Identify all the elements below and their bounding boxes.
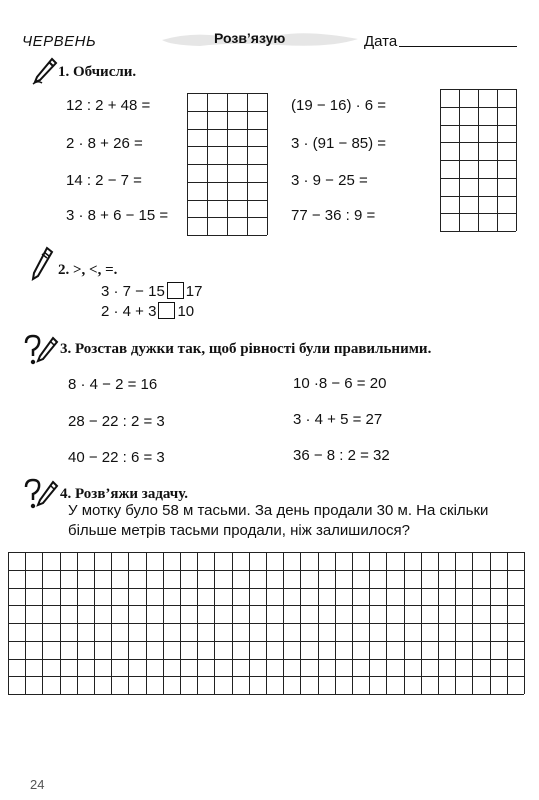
page-number: 24: [30, 777, 45, 792]
task4-text-line-2: більше метрів тасьми продали, ніж залишилося?: [68, 522, 410, 539]
question-pen-icon-2: [22, 478, 60, 512]
task2-title: 2. >, <, =.: [58, 262, 118, 278]
grid-line-horizontal: [8, 570, 524, 571]
solution-grid[interactable]: [8, 552, 524, 694]
date-label: Дата: [364, 33, 398, 50]
grid-line-horizontal: [8, 623, 524, 624]
task1-right-expr-4: 77 − 36 : 9 =: [291, 207, 376, 224]
compare-left-1: 3 · 7 − 15: [101, 283, 165, 300]
grid-line-horizontal: [8, 659, 524, 660]
question-pen-icon: [22, 334, 60, 368]
grid-line-horizontal: [8, 605, 524, 606]
grid-line-horizontal: [187, 217, 267, 218]
grid-line-horizontal: [440, 89, 516, 90]
task3-title: 3. Розстав дужки так, щоб рівності були правильними.: [60, 341, 432, 357]
grid-line-horizontal: [440, 125, 516, 126]
compare-row-1: [101, 282, 202, 300]
grid-line-vertical: [524, 552, 525, 694]
grid-line-horizontal: [8, 588, 524, 589]
pen-icon: [30, 56, 58, 86]
task1-title: 1. Обчисли.: [58, 64, 137, 80]
task1-right-expr-1: (19 − 16) · 6 =: [291, 97, 387, 114]
grid-line-horizontal: [440, 142, 516, 143]
date-field-line[interactable]: [399, 46, 517, 47]
task3-left-eq-2: 28 − 22 : 2 = 3: [68, 413, 165, 430]
page-title: Розв’язую: [214, 30, 286, 46]
grid-line-horizontal: [187, 200, 267, 201]
task3-right-eq-2: 3 · 4 + 5 = 27: [293, 411, 383, 428]
grid-line-vertical: [516, 89, 517, 231]
grid-line-horizontal: [440, 196, 516, 197]
task1-right-expr-2: 3 · (91 − 85) =: [291, 135, 387, 152]
grid-line-horizontal: [187, 235, 267, 236]
compare-left-2: 2 · 4 + 3: [101, 303, 157, 320]
grid-line-horizontal: [187, 164, 267, 165]
grid-line-horizontal: [187, 111, 267, 112]
task4-text-line-1: У мотку було 58 м тасьми. За день продали 30 м. На скільки: [68, 502, 489, 519]
task3-right-eq-1: 10 ·8 − 6 = 20: [293, 375, 387, 392]
task1-left-expr-3: 14 : 2 − 7 =: [66, 172, 142, 189]
grid-line-horizontal: [187, 182, 267, 183]
task3-right-eq-3: 36 − 8 : 2 = 32: [293, 447, 390, 464]
grid-line-horizontal: [187, 129, 267, 130]
task3-left-eq-1: 8 · 4 − 2 = 16: [68, 376, 158, 393]
task1-left-expr-2: 2 · 8 + 26 =: [66, 135, 143, 152]
grid-line-vertical: [267, 93, 268, 235]
grid-line-horizontal: [8, 641, 524, 642]
grid-line-horizontal: [8, 694, 524, 695]
grid-line-horizontal: [440, 160, 516, 161]
task1-left-expr-1: 12 : 2 + 48 =: [66, 97, 151, 114]
grid-line-horizontal: [8, 552, 524, 553]
compare-box-1[interactable]: [167, 282, 184, 299]
answer-grid-left[interactable]: [187, 93, 267, 235]
grid-line-horizontal: [440, 107, 516, 108]
compare-right-2: 10: [177, 303, 195, 320]
month-label: ЧЕРВЕНЬ: [22, 33, 97, 50]
answer-grid-right[interactable]: [440, 89, 516, 231]
pencil-icon: [30, 246, 54, 282]
task4-title: 4. Розв’яжи задачу.: [60, 486, 189, 502]
compare-box-2[interactable]: [158, 302, 175, 319]
grid-line-horizontal: [8, 676, 524, 677]
grid-line-horizontal: [440, 213, 516, 214]
compare-right-1: 17: [185, 283, 203, 300]
grid-line-horizontal: [440, 231, 516, 232]
compare-row-2: [101, 302, 194, 320]
grid-line-horizontal: [187, 146, 267, 147]
grid-line-horizontal: [187, 93, 267, 94]
task1-right-expr-3: 3 · 9 − 25 =: [291, 172, 368, 189]
grid-line-horizontal: [440, 178, 516, 179]
task1-left-expr-4: 3 · 8 + 6 − 15 =: [66, 207, 169, 224]
task3-left-eq-3: 40 − 22 : 6 = 3: [68, 449, 165, 466]
